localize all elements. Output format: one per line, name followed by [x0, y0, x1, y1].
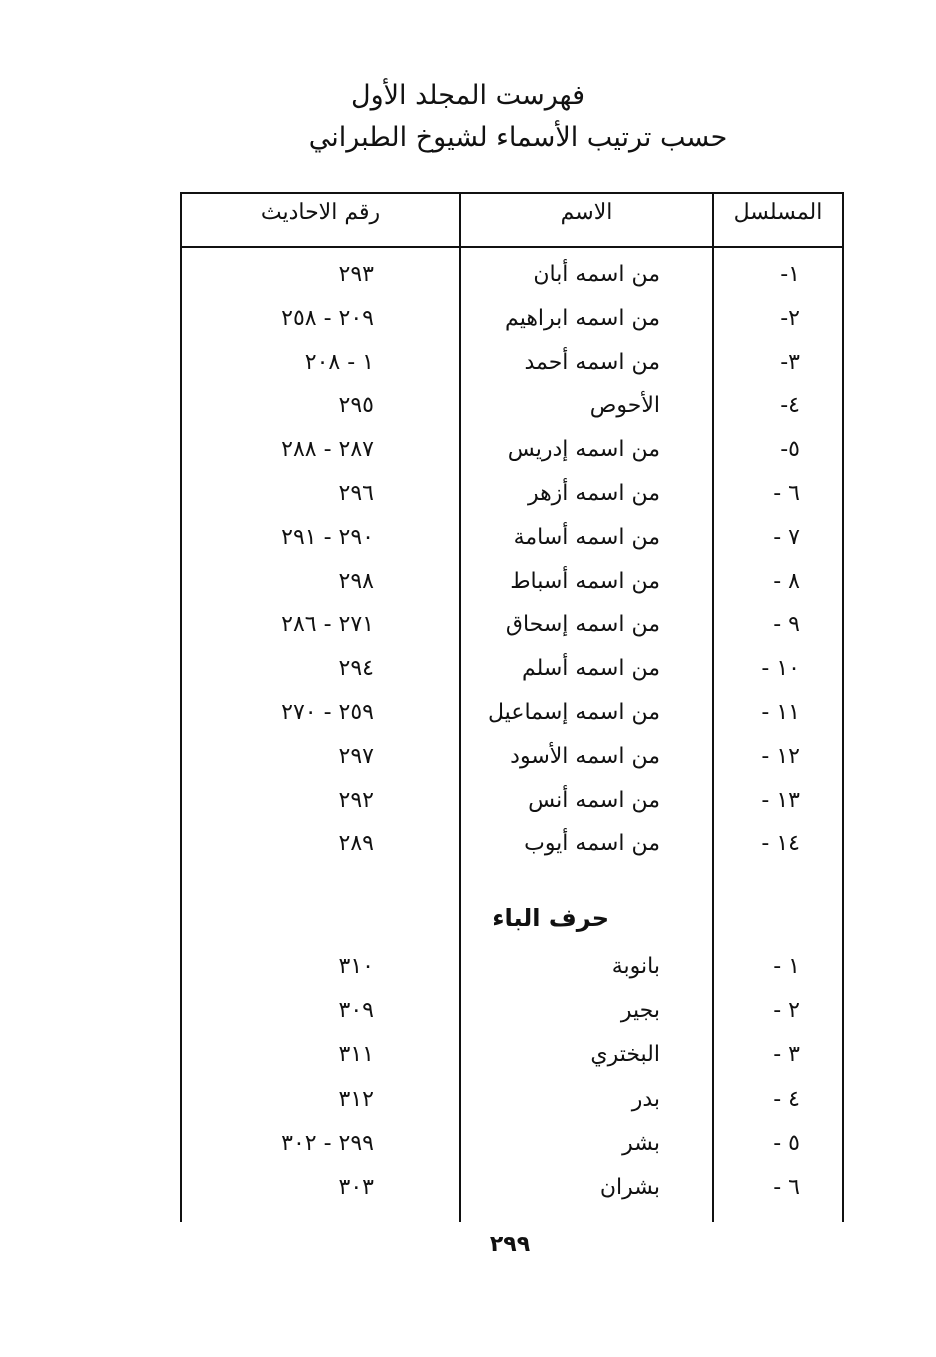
table-row	[180, 525, 844, 569]
row-name: من اسمه أيوب	[524, 831, 660, 857]
row-name: بشران	[599, 1175, 660, 1200]
table-row	[180, 744, 844, 788]
row-name: بانوبة	[611, 954, 660, 979]
row-name: من اسمه أزهر	[527, 481, 660, 506]
table-row	[180, 656, 844, 700]
row-hadith-numbers: ٢٩٠ - ٢٩١	[281, 524, 374, 550]
table-row	[180, 831, 844, 875]
section-heading	[180, 904, 844, 944]
table-row	[180, 350, 844, 394]
row-hadith-numbers: ٢٩٨	[338, 568, 374, 594]
row-name: الأحوص	[589, 393, 660, 419]
row-name: من اسمه أسباط	[510, 568, 660, 594]
row-name: من اسمه إسماعيل	[488, 700, 660, 725]
row-serial: ١١ -	[761, 700, 800, 725]
table-row	[180, 954, 844, 998]
table-row	[180, 788, 844, 832]
row-hadith-numbers: ٢٩٤	[338, 656, 374, 682]
index-title: فهرست المجلد الأول	[351, 80, 585, 111]
row-name: من اسمه ابراهيم	[505, 305, 660, 331]
row-serial: ٦ -	[773, 1175, 800, 1200]
row-serial: ١٢ -	[761, 743, 800, 769]
row-serial: ١٤ -	[761, 831, 800, 857]
row-name: بدر	[631, 1086, 660, 1112]
row-name: بشر	[622, 1130, 660, 1156]
row-serial: ١٠ -	[761, 656, 800, 682]
row-hadith-numbers: ٢٩٦	[338, 481, 374, 506]
table-row	[180, 437, 844, 481]
row-serial: ٨ -	[773, 568, 800, 594]
row-serial: ١-	[780, 262, 800, 287]
table-row	[180, 998, 844, 1042]
section-heading-text: حرف الباء	[492, 904, 609, 932]
row-serial: ٧ -	[773, 524, 800, 550]
row-hadith-numbers: ٣١٢	[338, 1086, 374, 1112]
row-hadith-numbers: ٢٧١ - ٢٨٦	[281, 612, 374, 638]
row-name: بجير	[620, 998, 660, 1024]
row-hadith-numbers: ١ - ٢٠٨	[304, 349, 374, 375]
row-hadith-numbers: ٢٨٩	[338, 831, 374, 857]
row-hadith-numbers: ٢٥٩ - ٢٧٠	[281, 700, 374, 725]
row-hadith-numbers: ٣١٠	[338, 954, 374, 979]
table-row	[180, 481, 844, 525]
row-name: من اسمه إدريس	[507, 437, 660, 463]
table-row	[180, 1175, 844, 1219]
row-serial: ٣ -	[773, 1042, 800, 1068]
row-hadith-numbers: ٢٩٢	[338, 787, 374, 813]
row-name: من اسمه أسامة	[513, 524, 660, 550]
row-name: من اسمه أحمد	[524, 349, 660, 375]
row-serial: ٣-	[780, 349, 800, 375]
row-name: من اسمه إسحاق	[505, 612, 660, 638]
row-serial: ١ -	[773, 954, 800, 979]
row-name: من اسمه أنس	[528, 787, 660, 813]
row-hadith-numbers: ٢٩٧	[338, 743, 374, 769]
row-name: من اسمه أبان	[533, 262, 660, 287]
row-serial: ٤ -	[773, 1086, 800, 1112]
row-serial: ٢-	[780, 305, 800, 331]
table-row	[180, 612, 844, 656]
index-subtitle: حسب ترتيب الأسماء لشيوخ الطبراني	[308, 122, 728, 153]
row-hadith-numbers: ٢٩٩ - ٣٠٢	[281, 1130, 374, 1156]
column-header-name: الاسم	[560, 200, 613, 225]
row-hadith-numbers: ٢٩٥	[338, 393, 374, 419]
row-serial: ٥ -	[773, 1130, 800, 1156]
table-row	[180, 1042, 844, 1086]
table-row	[180, 393, 844, 437]
table-row	[180, 569, 844, 613]
row-hadith-numbers: ٣١١	[338, 1042, 374, 1068]
table-row	[180, 306, 844, 350]
row-serial: ٦ -	[773, 481, 800, 506]
row-name: من اسمه الأسود	[510, 743, 660, 769]
column-header-serial: المسلسل	[733, 200, 823, 225]
row-name: البختري	[590, 1042, 660, 1068]
row-hadith-numbers: ٢٠٩ - ٢٥٨	[281, 305, 374, 331]
table-row	[180, 700, 844, 744]
row-serial: ١٣ -	[761, 787, 800, 813]
table-row	[180, 1131, 844, 1175]
page-number: ٢٩٩	[489, 1232, 531, 1257]
row-hadith-numbers: ٣٠٣	[338, 1175, 374, 1200]
row-hadith-numbers: ٣٠٩	[338, 998, 374, 1024]
row-hadith-numbers: ٢٩٣	[338, 262, 374, 287]
row-serial: ٢ -	[773, 998, 800, 1024]
row-serial: ٥-	[780, 437, 800, 463]
row-serial: ٤-	[780, 393, 800, 419]
table-row	[180, 1087, 844, 1131]
row-name: من اسمه أسلم	[521, 656, 660, 682]
column-header-hadith: رقم الاحاديث	[260, 200, 381, 225]
table-row	[180, 262, 844, 306]
row-hadith-numbers: ٢٨٧ - ٢٨٨	[281, 437, 374, 463]
header-divider	[180, 246, 844, 248]
row-serial: ٩ -	[773, 612, 800, 638]
